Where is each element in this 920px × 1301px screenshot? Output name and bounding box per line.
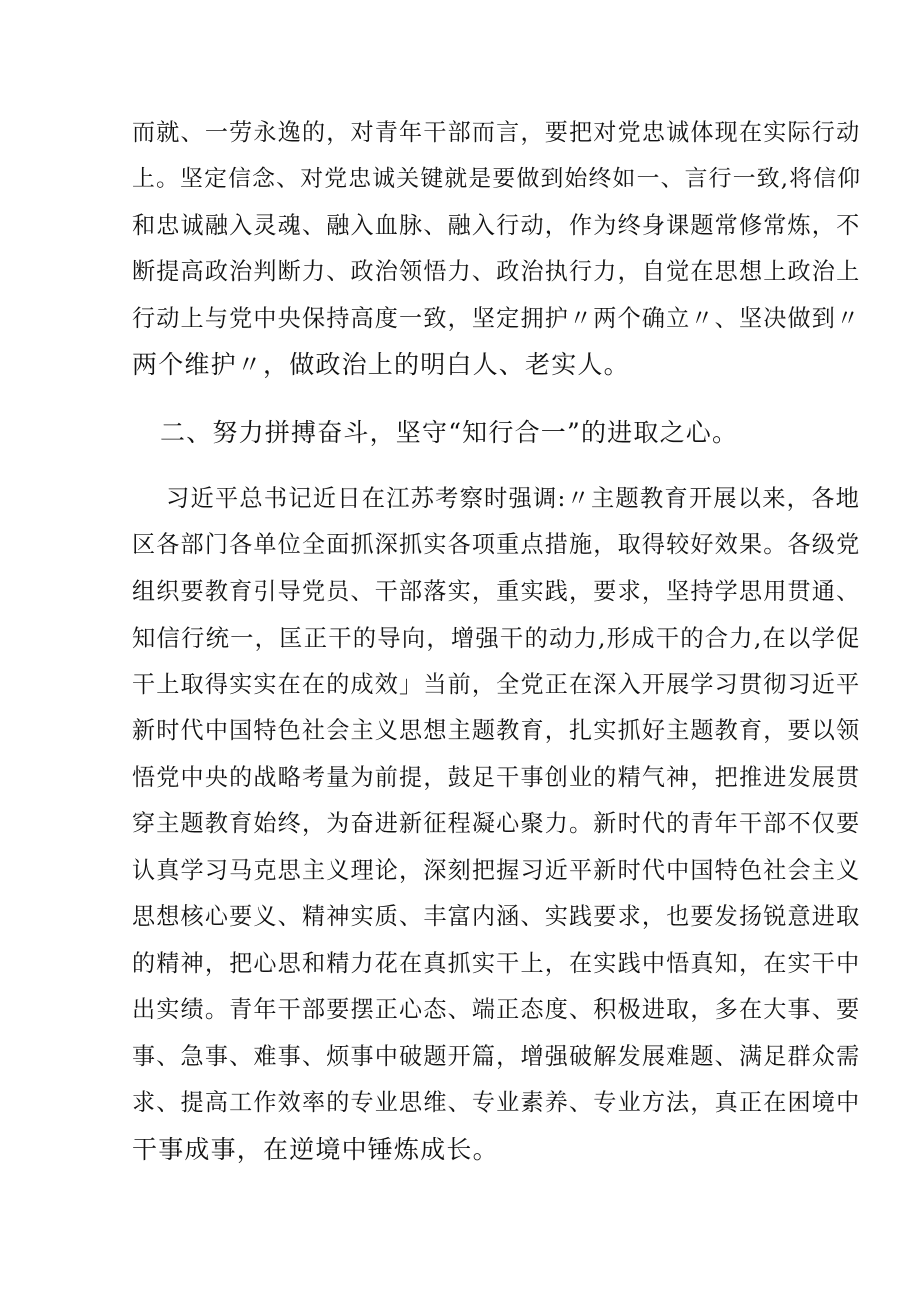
text-line: 而就、一劳永逸的，对青年干部而言，要把对党忠诚体现在实际行动 bbox=[132, 120, 861, 146]
text-line: 习近平总书记近日在江苏考察时强调:〃主题教育开展以来，各地 bbox=[166, 485, 861, 512]
section-heading: 二、努力拼搏奋斗，坚守“知行合一”的进取之心。 bbox=[160, 418, 739, 447]
text-line: 干上取得实实在在的成效」当前，全党正在深入开展学习贯彻习近平 bbox=[132, 672, 861, 698]
text-line: 的精神，把心思和精力花在真抓实干上，在实践中悟真知，在实干中 bbox=[132, 951, 861, 977]
text-line: 区各部门各单位全面抓深抓实各项重点措施，取得较好效果。各级党 bbox=[132, 532, 861, 558]
text-line: 和忠诚融入灵魂、融入血脉、融入行动，作为终身课题常修常炼，不 bbox=[132, 213, 861, 239]
text-line: 求、提高工作效率的专业思维、专业素养、专业方法，真正在困境中 bbox=[132, 1090, 861, 1116]
text-line: 出实绩。青年干部要摆正心态、端正态度、积极进取，多在大事、要 bbox=[132, 997, 861, 1023]
text-line: 悟党中央的战略考量为前提，鼓足干事创业的精气神，把推进发展贯 bbox=[132, 765, 861, 791]
text-line: 新时代中国特色社会主义思想主题教育，扎实抓好主题教育，要以领 bbox=[132, 718, 861, 744]
text-line: 思想核心要义、精神实质、丰富内涵、实践要求，也要发扬锐意进取 bbox=[132, 904, 861, 930]
text-line: 上。坚定信念、对党忠诚关键就是要做到始终如一、言行一致,将信仰 bbox=[132, 166, 862, 192]
text-line: 干事成事，在逆境中锤炼成长。 bbox=[132, 1135, 499, 1164]
text-line: 认真学习马克思主义理论，深刻把握习近平新时代中国特色社会主义 bbox=[132, 858, 861, 884]
text-line: 组织要教育引导党员、干部落实，重实践，要求，坚持学思用贯通、 bbox=[132, 579, 861, 605]
text-line: 行动上与党中央保持高度一致，坚定拥护〃两个确立〃、坚决做到〃 bbox=[132, 306, 861, 332]
text-line: 两个维护〃，做政治上的明白人、老实人。 bbox=[132, 350, 630, 379]
text-line: 断提高政治判断力、政治领悟力、政治执行力，自觉在思想上政治上 bbox=[132, 259, 861, 285]
text-line: 知信行统一，匡正干的导向，增强干的动力,形成干的合力,在以学促 bbox=[132, 624, 861, 652]
text-line: 事、急事、难事、烦事中破题开篇，增强破解发展难题、满足群众需 bbox=[132, 1044, 861, 1070]
text-line: 穿主题教育始终，为奋进新征程凝心聚力。新时代的青年干部不仅要 bbox=[132, 811, 861, 837]
